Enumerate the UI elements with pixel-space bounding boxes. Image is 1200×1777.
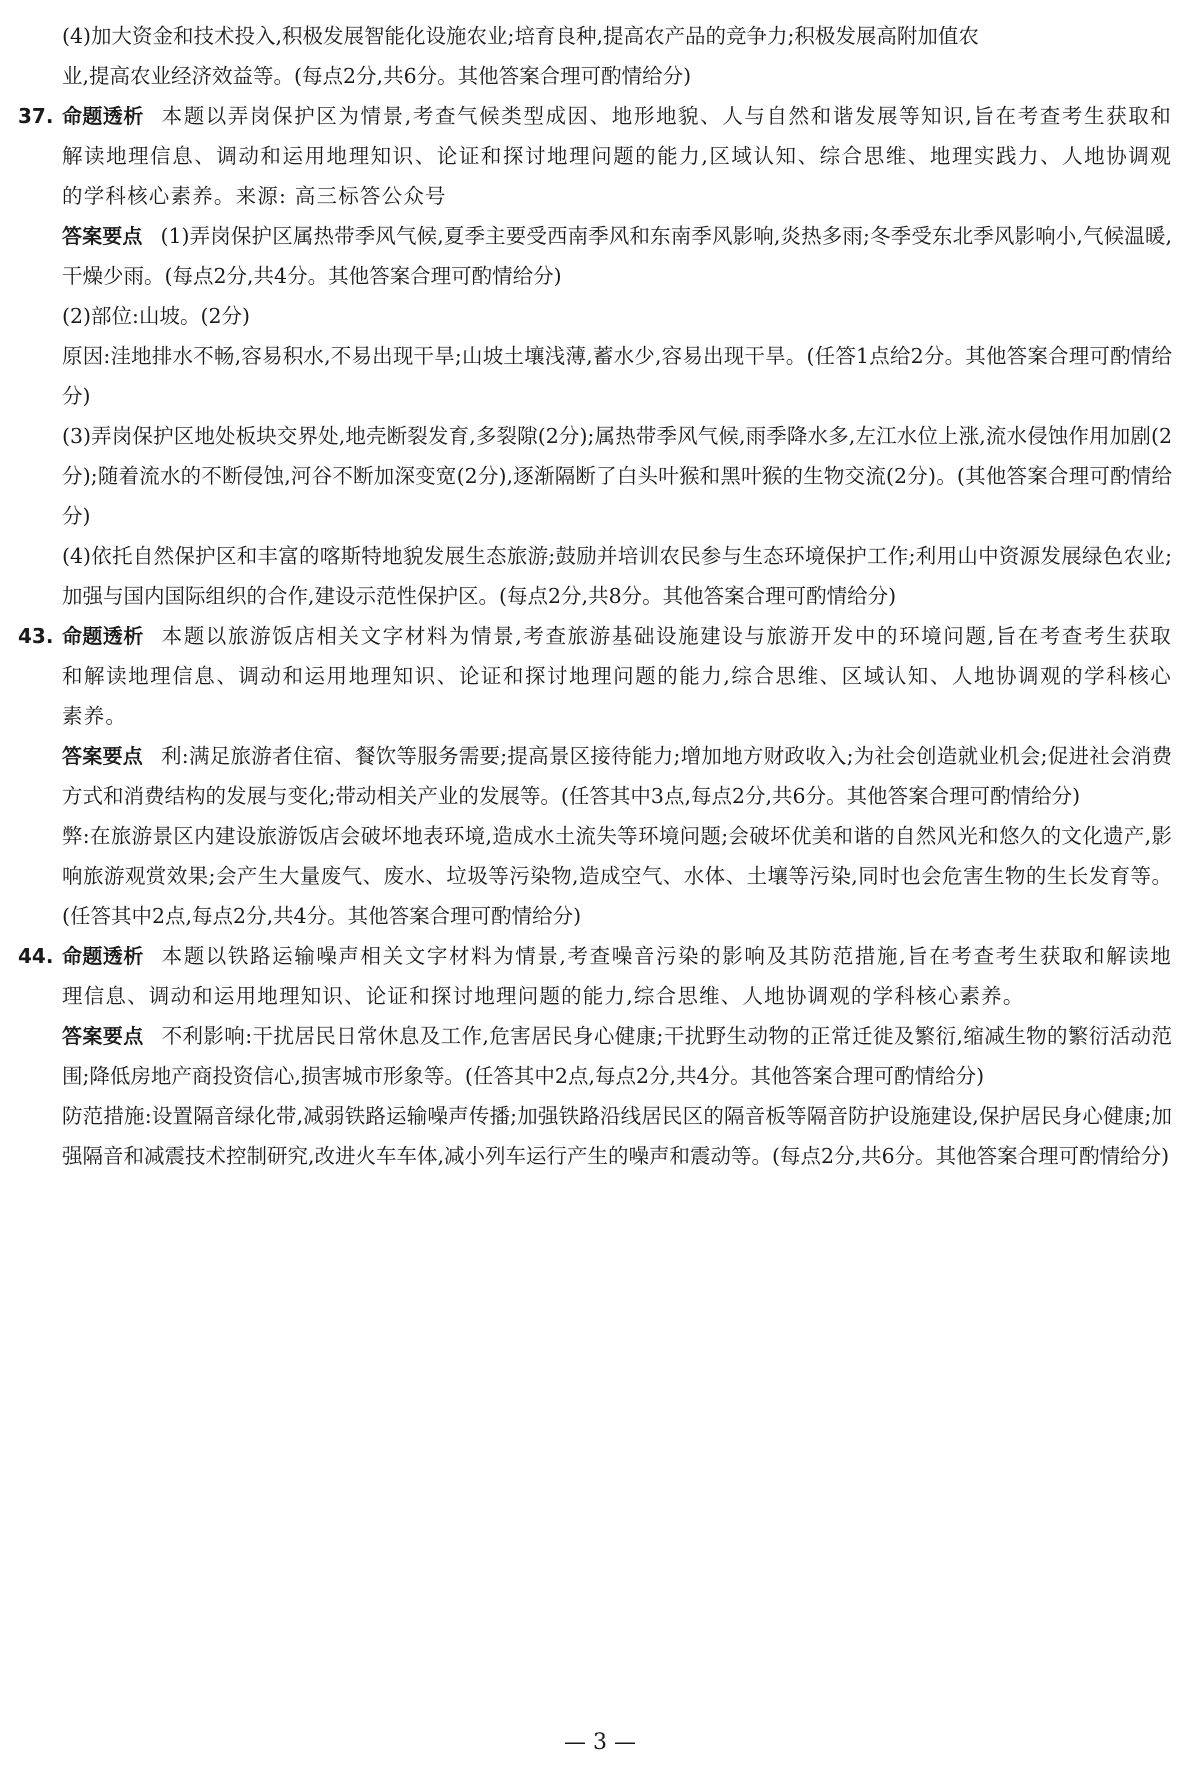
answer-first-text: (1)弄岗保护区属热带季风气候,夏季主要受西南季风和东南季风影响,炎热多雨;冬季受东北季风影响小,气候温暖,干燥少雨。(每点2分,共4分。其他答案合理可酌情给分) [62,224,1172,288]
answer-first [62,736,1172,816]
answer-first [62,1016,1172,1096]
answer-content [18,16,1173,1176]
page-number: — 3 — [564,1730,636,1755]
question-44 [18,936,1173,1176]
answer-label: 答案要点 [62,744,144,768]
question-number: 37. [18,104,54,128]
answer-label: 答案要点 [62,1024,144,1048]
question-number: 43. [18,624,54,648]
answer-paragraph: (2)部位:山坡。(2分) [62,304,250,328]
answer-first-text: 利:满足旅游者住宿、餐饮等服务需要;提高景区接待能力;增加地方财政收入;为社会创造就业机会;促进社会消费方式和消费结构的发展与变化;带动相关产业的发展等。(任答其中3点,每点2分,共6分。其他答案合理可酌情给分) [62,744,1173,808]
question-37 [18,96,1172,616]
intro-label: 命题透析 [62,104,144,128]
intro-text: 本题以旅游饭店相关文字材料为情景,考查旅游基础设施建设与旅游开发中的环境问题,旨在考查考生获取和解读地理信息、调动和运用地理知识、论证和探讨地理问题的能力,综合思维、区域认知、人地协调观的学科核心素养。 [62,624,1172,728]
answer-paragraph: 原因:洼地排水不畅,容易积水,不易出现干旱;山坡土壤浅薄,蓄水少,容易出现干旱。(任答1点给2分。其他答案合理可酌情给分) [62,344,1172,408]
answer-first [62,216,1172,296]
paragraph-top-2: 业,提高农业经济效益等。(每点2分,共6分。其他答案合理可酌情给分) [62,64,692,88]
question-intro [18,96,1172,216]
paragraph-top-1: (4)加大资金和技术投入,积极发展智能化设施农业;培育良种,提高农产品的竞争力;积极发展高附加值农 [62,24,979,48]
intro-label: 命题透析 [62,944,144,968]
answer-label: 答案要点 [62,224,143,248]
question-number: 44. [18,944,54,968]
intro-text: 本题以铁路运输噪声相关文字材料为情景,考查噪音污染的影响及其防范措施,旨在考查考生获取和解读地理信息、调动和运用地理知识、论证和探讨地理问题的能力,综合思维、人地协调观的学科核心素养。 [62,944,1172,1008]
answer-paragraph: 弊:在旅游景区内建设旅游饭店会破坏地表环境,造成水土流失等环境问题;会破坏优美和谐的自然风光和悠久的文化遗产,影响旅游观赏效果;会产生大量废气、废水、垃圾等污染物,造成空气、水体、土壤等污染,同时也会危害生物的生长发育等。(任答其中2点,每点2分,共4分。其他答案合理可酌情给分) [62,824,1172,928]
answer-paragraph: 防范措施:设置隔音绿化带,减弱铁路运输噪声传播;加强铁路沿线居民区的隔音板等隔音防护设施建设,保护居民身心健康;加强隔音和减震技术控制研究,改进火车车体,减小列车运行产生的噪声和震动等。(每点2分,共6分。其他答案合理可酌情给分) [62,1104,1172,1168]
intro-text: 本题以弄岗保护区为情景,考查气候类型成因、地形地貌、人与自然和谐发展等知识,旨在考查考生获取和解读地理信息、调动和运用地理知识、论证和探讨地理问题的能力,区域认知、综合思维、地理实践力、人地协调观的学科核心素养。来源: 高三标答公众号 [62,104,1172,208]
answer-paragraph: (4)依托自然保护区和丰富的喀斯特地貌发展生态旅游;鼓励并培训农民参与生态环境保护工作;利用山中资源发展绿色农业;加强与国内国际组织的合作,建设示范性保护区。(每点2分,共8分。其他答案合理可酌情给分) [62,544,1172,608]
answer-paragraph: (3)弄岗保护区地处板块交界处,地壳断裂发育,多裂隙(2分);属热带季风气候,雨季降水多,左江水位上涨,流水侵蚀作用加剧(2分);随着流水的不断侵蚀,河谷不断加深变宽(2分),逐渐隔断了白头叶猴和黑叶猴的生物交流(2分)。(其他答案合理可酌情给分) [62,424,1172,528]
question-43 [18,616,1173,936]
answer-first-text: 不利影响:干扰居民日常休息及工作,危害居民身心健康;干扰野生动物的正常迁徙及繁衍,缩减生物的繁衍活动范围;降低房地产商投资信心,损害城市形象等。(任答其中2点,每点2分,共4分。其他答案合理可酌情给分) [62,1024,1173,1088]
question-intro [18,616,1172,736]
question-intro [18,936,1172,1016]
intro-label: 命题透析 [62,624,144,648]
